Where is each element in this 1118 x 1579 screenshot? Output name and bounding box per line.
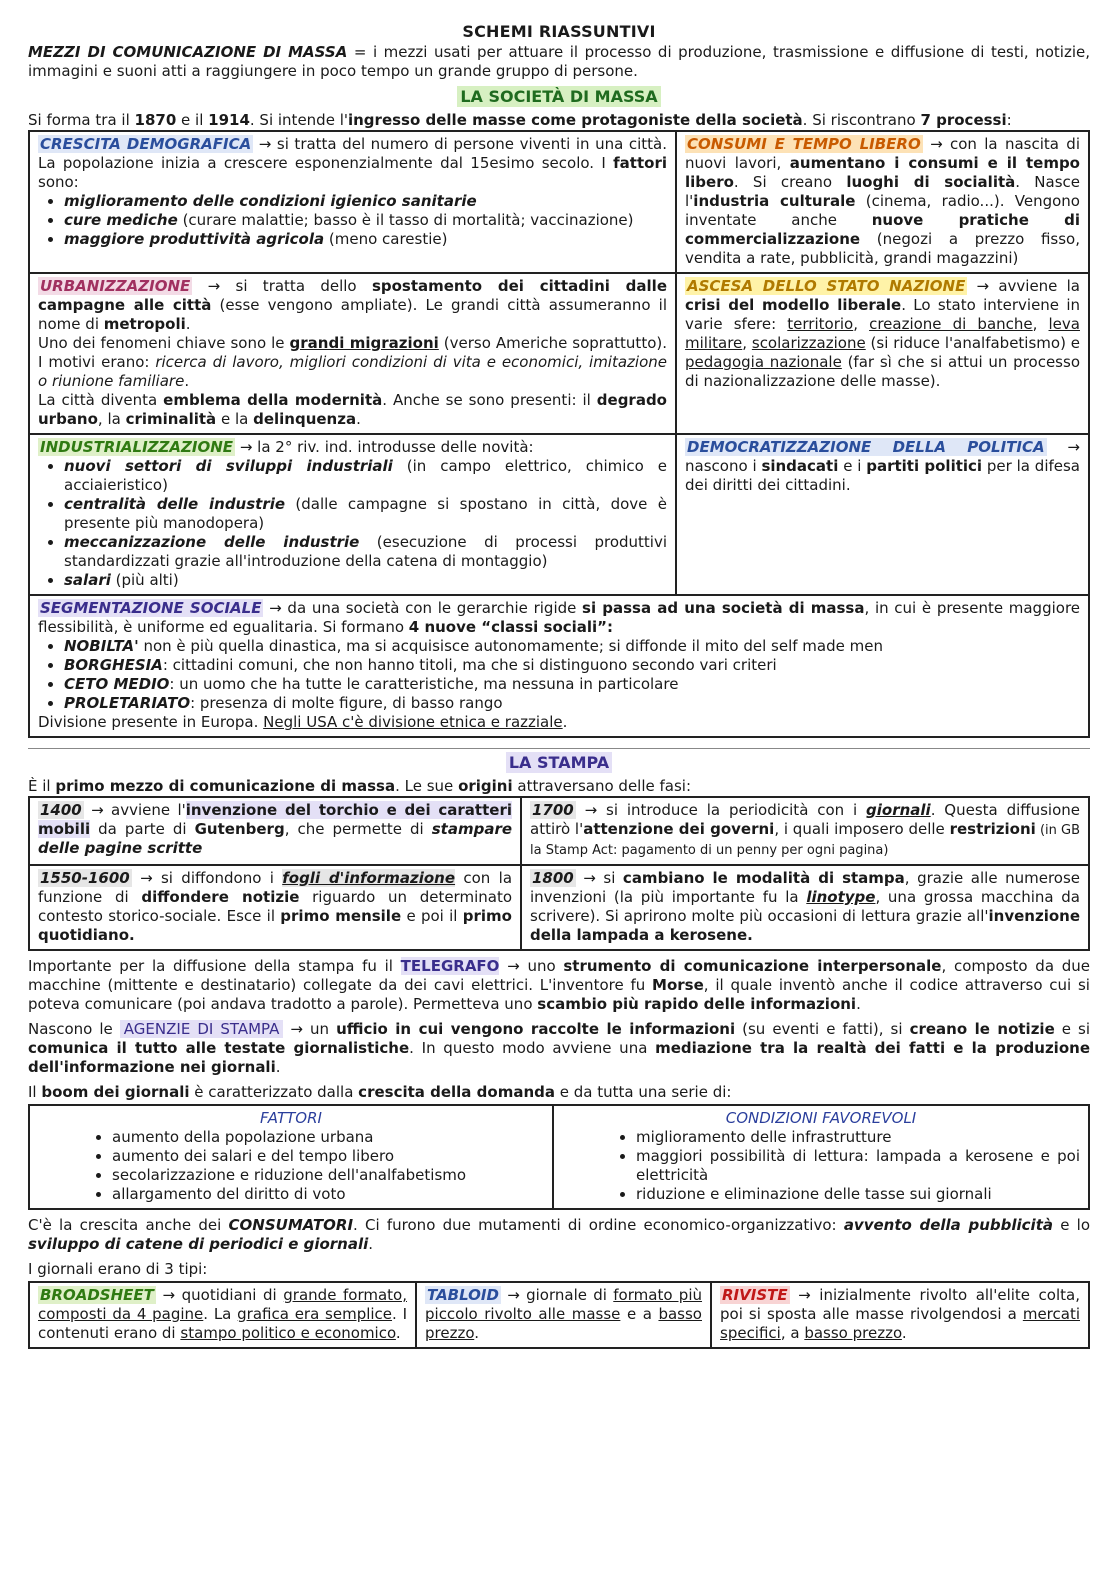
cell-industrializzazione: INDUSTRIALIZZAZIONE → la 2° riv. ind. introdusse delle novità: • nuovi settori di sviluppi industriali (in campo elettrico, chimico e acciaieristico) • centralità delle industrie (dalle campagne si spostano in città, dove è presente più manodopera) • meccanizzazione delle industrie (esecuzione di processi produttivi standardizzati grazie all'introduzione della catena di montaggio) • salari (più alti): [29, 434, 676, 595]
cell-1550: 1550-1600 → si diffondono i fogli d'informazione con la funzione di diffondere notizie riguardo un determinato contesto storico-sociale. Esce il primo mensile e poi il primo quotidiano.: [29, 865, 521, 950]
cell-1700: 1700 → si introduce la periodicità con i giornali. Questa diffusione attirò l'attenzione dei governi, i quali imposero delle restrizioni (in GB la Stamp Act: pagamento di un penny per ogni pagina): [521, 797, 1089, 865]
cell-tabloid: TABLOID → giornale di formato più piccolo rivolto alle masse e a basso prezzo.: [416, 1282, 711, 1348]
cell-democratizzazione: DEMOCRATIZZAZIONE DELLA POLITICA → nascono i sindacati e i partiti politici per la difesa dei diritti dei cittadini.: [676, 434, 1089, 595]
list-item: • meccanizzazione delle industrie (esecuzione di processi produttivi standardizzati grazie all'introduzione della catena di montaggio): [64, 533, 667, 571]
segmentazione-list: [38, 637, 1080, 713]
crescita-list: [38, 192, 667, 249]
list-item: • CETO MEDIO: un uomo che ha tutte le caratteristiche, ma nessuna in particolare: [64, 675, 1080, 694]
cell-broadsheet: BROADSHEET → quotidiani di grande formato, composti da 4 pagine. La grafica era semplice. I contenuti erano di stampo politico e economico.: [29, 1282, 416, 1348]
fattori-table: [28, 1104, 1090, 1210]
fattori-list: [38, 1128, 544, 1204]
year-1550: 1550-1600: [40, 869, 130, 887]
year-1400: 1400: [40, 801, 82, 819]
keyword-ascesa: ASCESA DELLO STATO NAZIONE: [687, 277, 966, 295]
societa-table: [28, 130, 1090, 738]
list-item: • miglioramento delle infrastrutture: [636, 1128, 1080, 1147]
list-item: • aumento della popolazione urbana: [112, 1128, 544, 1147]
section-heading-stampa: LA STAMPA: [506, 752, 612, 773]
list-item: • secolarizzazione e riduzione dell'analfabetismo: [112, 1166, 544, 1185]
cell-1400: 1400 → avviene l'invenzione del torchio e dei caratteri mobili da parte di Gutenberg, che permette di stampare delle pagine scritte: [29, 797, 521, 865]
keyword-broadsheet: BROADSHEET: [40, 1286, 154, 1304]
list-item: • nuovi settori di sviluppi industriali (in campo elettrico, chimico e acciaieristico): [64, 457, 667, 495]
intro-definition: MEZZI DI COMUNICAZIONE DI MASSA = i mezzi usati per attuare il processo di produzione, trasmissione e diffusione di testi, notizie, immagini e suoni atti a raggiungere in poco tempo un grande gruppo di persone.: [28, 43, 1090, 80]
list-item: • allargamento del diritto di voto: [112, 1185, 544, 1204]
tipi-table: [28, 1281, 1090, 1349]
fattori-heading: FATTORI: [260, 1109, 322, 1127]
cell-fattori: [29, 1105, 553, 1209]
telegrafo-paragraph: Importante per la diffusione della stampa fu il TELEGRAFO → uno strumento di comunicazione interpersonale, composto da due macchine (mittente e destinatario) collegate da dei cavi elettrici. L'inventore fu Morse, il quale inventò anche il codice attraverso cui si poteva comunicare (poi andava tradotto a parole). Permetteva uno scambio più rapido delle informazioni.: [28, 957, 1090, 1013]
cell-consumi: CONSUMI E TEMPO LIBERO → con la nascita di nuovi lavori, aumentano i consumi e il tempo libero. Si creano luoghi di socialità. Nasce l'industria culturale (cinema, radio...). Vengono inventate anche nuove pratiche di commercializzazione (negozi a prezzo fisso, vendita a rate, pubblicità, grandi magazzini): [676, 131, 1089, 273]
keyword-industrializzazione: INDUSTRIALIZZAZIONE: [40, 438, 234, 456]
keyword-urbanizzazione: URBANIZZAZIONE: [40, 277, 191, 295]
keyword-telegrafo: TELEGRAFO: [400, 957, 500, 975]
keyword-democratizzazione: DEMOCRATIZZAZIONE DELLA POLITICA: [687, 438, 1045, 456]
keyword-tabloid: TABLOID: [427, 1286, 499, 1304]
industrializzazione-list: [38, 457, 667, 590]
intro-term: MEZZI DI COMUNICAZIONE DI MASSA: [28, 43, 348, 61]
list-item: • BORGHESIA: cittadini comuni, che non hanno titoli, ma che si distinguono secondo vari criteri: [64, 656, 1080, 675]
cell-condizioni: [553, 1105, 1089, 1209]
list-item: • riduzione e eliminazione delle tasse sui giornali: [636, 1185, 1080, 1204]
list-item: • cure mediche (curare malattie; basso è il tasso di mortalità; vaccinazione): [64, 211, 667, 230]
list-item: • aumento dei salari e del tempo libero: [112, 1147, 544, 1166]
list-item: • PROLETARIATO: presenza di molte figure, di basso rango: [64, 694, 1080, 713]
document-page: [28, 0, 1090, 1349]
section-heading-societa: LA SOCIETÀ DI MASSA: [457, 86, 660, 107]
document-title: SCHEMI RIASSUNTIVI: [462, 22, 656, 41]
section-divider: [28, 748, 1090, 749]
year-1800: 1800: [532, 869, 574, 887]
keyword-riviste: RIVISTE: [722, 1286, 788, 1304]
list-item: • maggiore produttività agricola (meno carestie): [64, 230, 667, 249]
keyword-agenzie: AGENZIE DI STAMPA: [120, 1020, 284, 1038]
consumatori-paragraph: C'è la crescita anche dei CONSUMATORI. Ci furono due mutamenti di ordine economico-organizzativo: avvento della pubblicità e lo sviluppo di catene di periodici e giornali.: [28, 1216, 1090, 1253]
keyword-consumi: CONSUMI E TEMPO LIBERO: [687, 135, 921, 153]
year-1700: 1700: [532, 801, 574, 819]
section-societa: [28, 87, 1090, 107]
condizioni-heading: CONDIZIONI FAVOREVOLI: [725, 1109, 917, 1127]
cell-riviste: RIVISTE → inizialmente rivolto all'elite colta, poi si sposta alle masse rivolgendosi a mercati specifici, a basso prezzo.: [711, 1282, 1089, 1348]
keyword-crescita: CRESCITA DEMOGRAFICA: [40, 135, 252, 153]
stampa-table: [28, 796, 1090, 951]
keyword-segmentazione: SEGMENTAZIONE SOCIALE: [40, 599, 262, 617]
cell-1800: 1800 → si cambiano le modalità di stampa, grazie alle numerose invenzioni (la più importante fu la linotype, una grossa macchina da scrivere). Si aprirono molte più occasioni di lettura grazie all'invenzione della lampada a kerosene.: [521, 865, 1089, 950]
list-item: • maggiori possibilità di lettura: lampada a kerosene e poi elettricità: [636, 1147, 1080, 1185]
cell-urbanizzazione: URBANIZZAZIONE → si tratta dello spostamento dei cittadini dalle campagne alle città (esse vengono ampliate). Le grandi città assumeranno il nome di metropoli. Uno dei fenomeni chiave sono le grandi migrazioni (verso Americhe soprattutto). I motivi erano: ricerca di lavoro, migliori condizioni di vita e economici, imitazione o riunione familiare. La città diventa emblema della modernità. Anche se sono presenti: il degrado urbano, la criminalità e la delinquenza.: [29, 273, 676, 434]
cell-crescita: CRESCITA DEMOGRAFICA → si tratta del numero di persone viventi in una città. La popolazione inizia a crescere esponenzialmente dal 15esimo secolo. I fattori sono: • miglioramento delle condizioni igienico sanitarie • cure mediche (curare malattie; basso è il tasso di mortalità; vaccinazione) • maggiore produttività agricola (meno carestie): [29, 131, 676, 273]
agenzie-paragraph: Nascono le AGENZIE DI STAMPA → un ufficio in cui vengono raccolte le informazioni (su eventi e fatti), si creano le notizie e si comunica il tutto alle testate giornalistiche. In questo modo avviene una mediazione tra la realtà dei fatti e la produzione dell'informazione nei giornali.: [28, 1020, 1091, 1076]
section-stampa: [28, 753, 1090, 773]
list-item: • miglioramento delle condizioni igienico sanitarie: [64, 192, 667, 211]
cell-segmentazione: SEGMENTAZIONE SOCIALE → da una società con le gerarchie rigide si passa ad una società di massa, in cui è presente maggiore flessibilità, è uniforme ed egualitaria. Si formano 4 nuove “classi sociali”: • NOBILTA' non è più quella dinastica, ma si acquisisce autonomamente; si diffonde il mito del self made men • BORGHESIA: cittadini comuni, che non hanno titoli, ma che si distinguono secondo vari criteri • CETO MEDIO: un uomo che ha tutte le caratteristiche, ma nessuna in particolare • PROLETARIATO: presenza di molte figure, di basso rango Divisione presente in Europa. Negli USA c'è divisione etnica e razziale.: [29, 595, 1089, 737]
list-item: • salari (più alti): [64, 571, 667, 590]
list-item: • centralità delle industrie (dalle campagne si spostano in città, dove è presente più manodopera): [64, 495, 667, 533]
boom-paragraph: Il boom dei giornali è caratterizzato dalla crescita della domanda e da tutta una serie di:: [28, 1083, 732, 1101]
list-item: • NOBILTA' non è più quella dinastica, ma si acquisisce autonomamente; si diffonde il mito del self made men: [64, 637, 1080, 656]
condizioni-list: [562, 1128, 1080, 1204]
societa-lead: Si forma tra il 1870 e il 1914. Si intende l'ingresso delle masse come protagoniste della società. Si riscontrano 7 processi:: [28, 111, 1012, 129]
stampa-lead: È il primo mezzo di comunicazione di massa. Le sue origini attraversano delle fasi:: [28, 777, 692, 795]
cell-ascesa: ASCESA DELLO STATO NAZIONE → avviene la crisi del modello liberale. Lo stato interviene in varie sfere: territorio, creazione di banche, leva militare, scolarizzazione (si riduce l'analfabetismo) e pedagogia nazionale (far sì che si attui un processo di nazionalizzazione delle masse).: [676, 273, 1089, 434]
tipi-lead: I giornali erano di 3 tipi:: [28, 1260, 208, 1278]
